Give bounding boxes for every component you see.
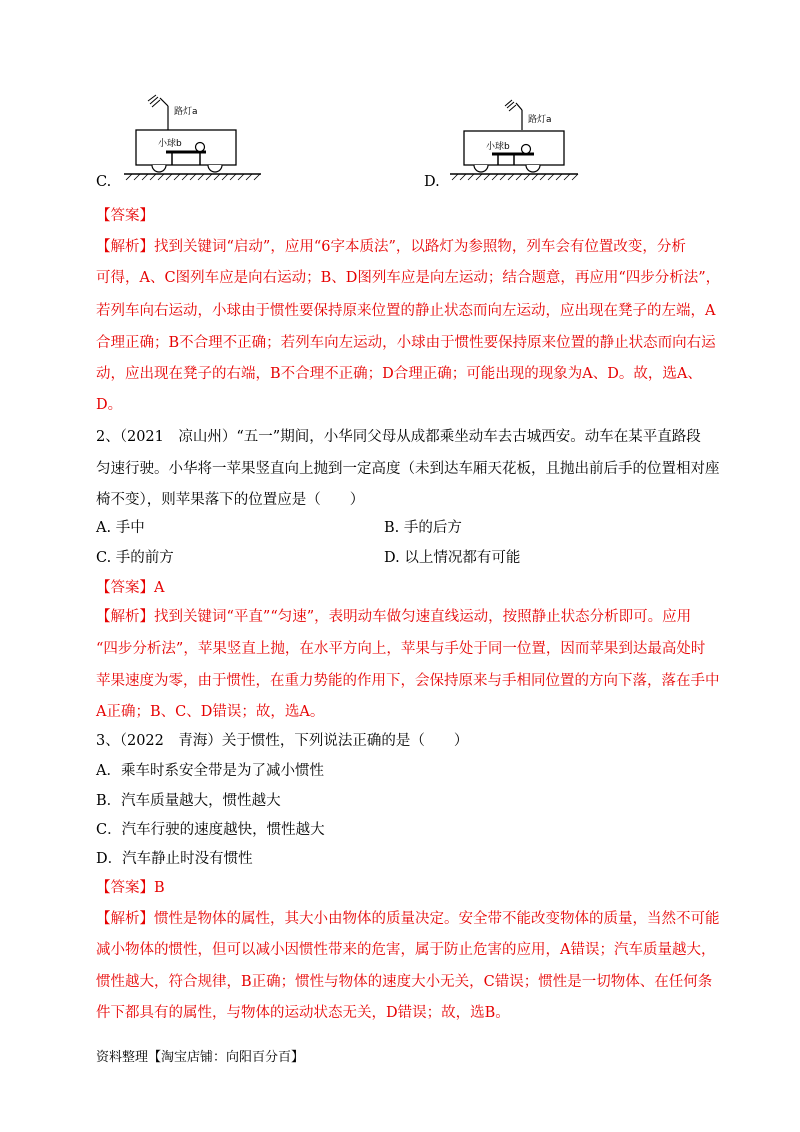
q2-option-a: A. 手中 xyxy=(96,520,145,536)
q2-stem-line: 2、（2021 凉山州）“五一”期间，小华同父母从成都乘坐动车去古城西安。动车在某平直路段 xyxy=(96,429,701,445)
q2-stem-line: 椅不变），则苹果落下的位置应是（ ） xyxy=(96,492,365,508)
ball-label: 小球b xyxy=(486,142,510,152)
figure-d xyxy=(430,98,610,192)
q3-option-a: A．乘车时系安全带是为了减小惯性 xyxy=(96,763,324,779)
q3-option-b: B．汽车质量越大，惯性越大 xyxy=(96,793,281,809)
q1-analysis-line: 可得，A、C图列车应是向右运动；B、D图列车应是向左运动；结合题意，再应用“四步分析法”， xyxy=(96,270,721,286)
q3-analysis-line: 惯性越大，符合规律，B正确；惯性与物体的速度大小无关，C错误；惯性是一切物体、在任何条 xyxy=(96,974,713,990)
q1-answer: 【答案】 xyxy=(96,208,154,224)
figure-d-option-label: D. xyxy=(424,174,440,190)
q1-analysis-line: 动，应出现在凳子的右端，B不合理不正确；D合理正确；可能出现的现象为A、D。故，选A、 xyxy=(96,366,702,382)
figure-c xyxy=(96,92,276,192)
q3-stem: 3、（2022 青海）关于惯性，下列说法正确的是（ ） xyxy=(96,733,469,749)
figure-c-option-label: C. xyxy=(96,174,112,190)
q3-option-c: C．汽车行驶的速度越快，惯性越大 xyxy=(96,822,325,838)
q3-analysis-line: 减小物体的惯性，但可以减小因惯性带来的危害，属于防止危害的应用，A错误；汽车质量越大， xyxy=(96,942,716,958)
ball-label: 小球b xyxy=(158,139,182,149)
q2-analysis-line: 苹果速度为零，由于惯性，在重力势能的作用下，会保持原来与手相同位置的方向下落，落在手中 xyxy=(96,673,720,689)
q3-analysis-line: 件下都具有的属性，与物体的运动状态无关，D错误；故，选B。 xyxy=(96,1005,510,1021)
q2-analysis-line: A正确；B、C、D错误；故，选A。 xyxy=(96,704,325,720)
q2-analysis-line: “四步分析法”，苹果竖直上抛，在水平方向上，苹果与手处于同一位置，因而苹果到达最高处时 xyxy=(96,641,706,657)
page-footer: 资料整理【淘宝店铺：向阳百分百】 xyxy=(96,1050,305,1065)
q3-analysis-line: 【解析】惯性是物体的属性，其大小由物体的质量决定。安全带不能改变物体的质量，当然不可能 xyxy=(96,911,720,927)
q2-option-d: D. 以上情况都有可能 xyxy=(384,550,521,566)
q3-option-d: D．汽车静止时没有惯性 xyxy=(96,851,253,867)
lamp-label: 路灯a xyxy=(528,115,552,125)
q2-analysis-line: 【解析】找到关键词“平直”“匀速”，表明动车做匀速直线运动，按照静止状态分析即可。应用 xyxy=(96,609,692,625)
q1-analysis-line: 若列车向右运动，小球由于惯性要保持原来位置的静止状态而向左运动，应出现在凳子的左端，A xyxy=(96,303,716,319)
q2-answer: 【答案】A xyxy=(96,580,165,596)
lamp-label: 路灯a xyxy=(174,107,198,117)
q1-analysis-line: 【解析】找到关键词“启动”，应用“6字本质法”，以路灯为参照物，列车会有位置改变，分析 xyxy=(96,239,686,255)
q3-answer: 【答案】B xyxy=(96,880,165,896)
q1-analysis-line: 合理正确；B不合理不正确；若列车向左运动，小球由于惯性要保持原来位置的静止状态而向右运 xyxy=(96,335,716,351)
q1-analysis-line: D。 xyxy=(96,397,123,413)
q2-option-c: C. 手的前方 xyxy=(96,550,174,566)
q2-option-b: B. 手的后方 xyxy=(384,520,462,536)
q2-stem-line: 匀速行驶。小华将一苹果竖直向上抛到一定高度（未到达车厢天花板，且抛出前后手的位置相对座 xyxy=(96,461,720,477)
